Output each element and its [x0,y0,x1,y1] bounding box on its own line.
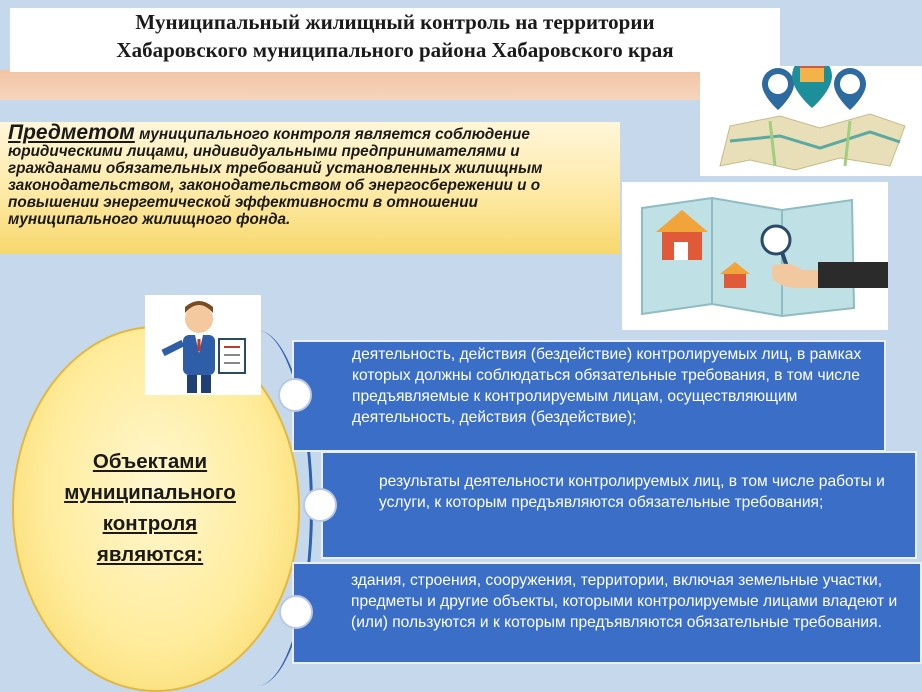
title-line-2: Хабаровского муниципального района Хабаровского края [116,38,674,62]
page-title [10,8,780,72]
bullet-circle-1 [278,378,312,412]
subject-text [8,121,608,228]
objects-heading-line-1: Объектами [92,450,208,473]
title-line-1: Муниципальный жилищный контроль на территории [135,10,655,34]
object-card-3-text: здания, строения, сооружения, территории, включая земельные участки, предметы и другие объекты, которыми контролируемые лицами владеют и (или) пользуются и к которым предъявляются обязательные требования. [351,572,898,631]
subject-body: муниципального контроля является соблюдение юридическими лицами, индивидуальными предпринимателями и гражданами обязательных требований установленных жилищным законодательством, законодательством об энергосбережении и о повышении энергетической эффективности в отношении муниципального жилищного фонда. [8,126,543,228]
object-card-2 [321,451,917,559]
subject-lead: Предметом [8,121,135,144]
businessman-clipboard-illustration [145,295,261,395]
object-card-2-text: результаты деятельности контролируемых лиц, в том числе работы и услуги, к которым предъявляются обязательные требования; [379,473,885,511]
bullet-circle-2 [303,488,337,522]
title-underlay [0,70,740,100]
house-map-magnifier-illustration [622,182,888,330]
subject-panel [0,122,620,254]
map-pins-illustration [700,66,922,176]
bullet-circle-3 [279,595,313,629]
objects-heading [40,446,260,570]
objects-heading-line-2: муниципального [64,481,236,504]
objects-heading-line-4: являются: [96,543,204,566]
object-card-1-text: деятельность, действия (бездействие) контролируемых лиц, в рамках которых должны соблюдаться обязательные требования, в том числе предъявляемые к контролируемым лицам, осуществляющим деятельность, действия (бездействие); [352,346,862,426]
objects-heading-line-3: контроля [102,512,198,535]
object-card-3 [292,562,922,664]
object-card-1 [292,340,886,452]
